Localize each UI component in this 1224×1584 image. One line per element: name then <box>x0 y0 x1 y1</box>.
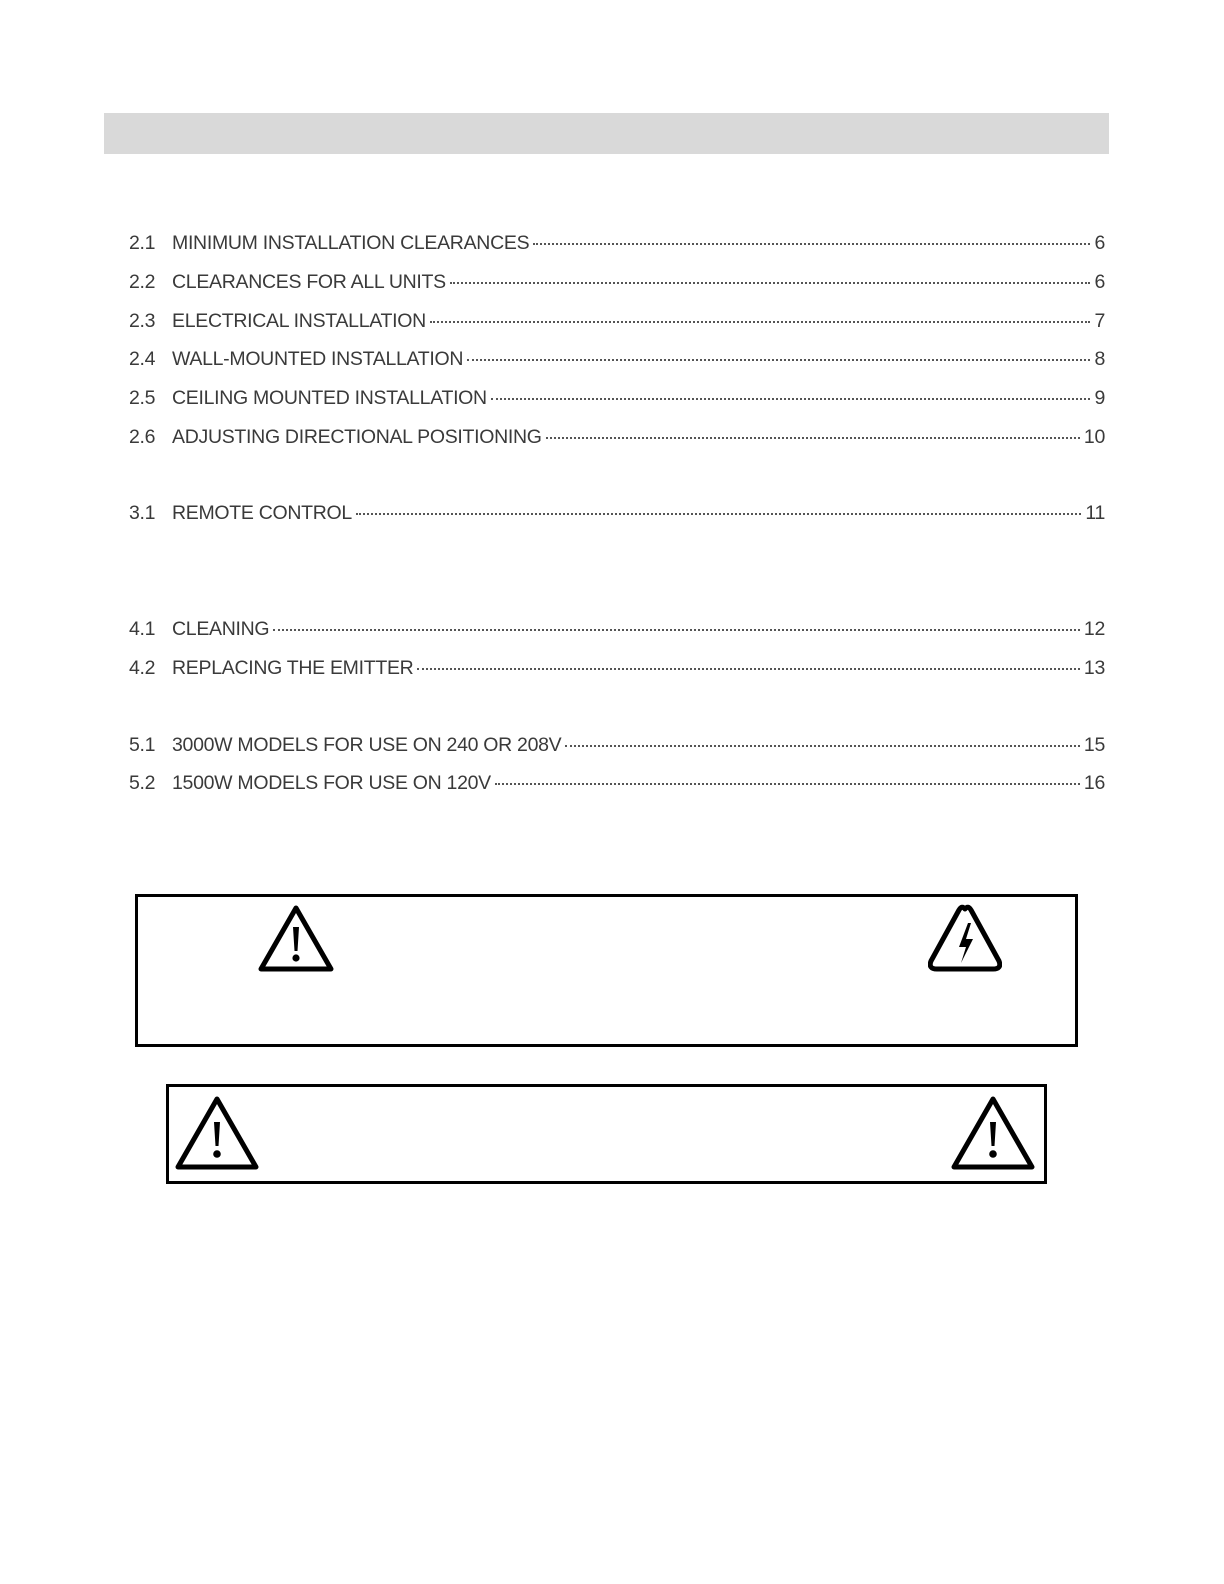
toc-leader-dots <box>356 509 1081 515</box>
toc-number: 2.1 <box>129 232 156 254</box>
toc-title: WALL-MOUNTED INSTALLATION <box>172 348 464 370</box>
warning-triangle-icon <box>257 903 335 973</box>
toc-entry[interactable] <box>129 502 1105 530</box>
toc-title: REPLACING THE EMITTER <box>172 657 414 679</box>
toc-page-number: 15 <box>1083 734 1105 756</box>
toc-number: 2.6 <box>129 426 156 448</box>
section-header-bar <box>104 113 1109 154</box>
toc-entry[interactable] <box>129 772 1105 800</box>
toc-leader-dots <box>533 239 1090 245</box>
toc-title: 3000W MODELS FOR USE ON 240 OR 208V <box>172 734 562 756</box>
toc-entry[interactable] <box>129 387 1105 415</box>
toc-title: MINIMUM INSTALLATION CLEARANCES <box>172 232 530 254</box>
warning-triangle-icon <box>174 1094 260 1172</box>
toc-leader-dots <box>467 355 1090 361</box>
toc-entry[interactable] <box>129 657 1105 685</box>
toc-leader-dots <box>417 664 1079 670</box>
toc-page-number: 7 <box>1094 310 1105 332</box>
toc-title: REMOTE CONTROL <box>172 502 352 524</box>
warning-triangle-icon <box>950 1094 1036 1172</box>
toc-number: 4.2 <box>129 657 156 679</box>
toc-leader-dots <box>430 317 1091 323</box>
toc-page-number: 9 <box>1094 387 1105 409</box>
toc-entry[interactable] <box>129 310 1105 338</box>
toc-entry[interactable] <box>129 232 1105 260</box>
toc-entry[interactable] <box>129 734 1105 762</box>
toc-page-number: 13 <box>1083 657 1105 679</box>
toc-page-number: 6 <box>1094 271 1105 293</box>
toc-entry[interactable] <box>129 426 1105 454</box>
toc-title: ADJUSTING DIRECTIONAL POSITIONING <box>172 426 542 448</box>
toc-title: CLEARANCES FOR ALL UNITS <box>172 271 446 293</box>
toc-page-number: 8 <box>1094 348 1105 370</box>
toc-number: 4.1 <box>129 618 156 640</box>
caution-box <box>166 1084 1047 1184</box>
toc-leader-dots <box>495 779 1080 785</box>
toc-number: 2.3 <box>129 310 156 332</box>
toc-page-number: 11 <box>1085 502 1105 524</box>
toc-number: 2.5 <box>129 387 156 409</box>
toc-entry[interactable] <box>129 348 1105 376</box>
toc-page-number: 12 <box>1083 618 1105 640</box>
toc-leader-dots <box>273 625 1080 631</box>
toc-title: 1500W MODELS FOR USE ON 120V <box>172 772 491 794</box>
warning-box <box>135 894 1078 1047</box>
toc-leader-dots <box>450 278 1091 284</box>
toc-leader-dots <box>491 394 1091 400</box>
toc-page-number: 6 <box>1094 232 1105 254</box>
toc-title: CEILING MOUNTED INSTALLATION <box>172 387 487 409</box>
toc-number: 5.1 <box>129 734 156 756</box>
toc-leader-dots <box>546 433 1080 439</box>
toc-title: CLEANING <box>172 618 270 640</box>
toc-number: 2.2 <box>129 271 156 293</box>
toc-number: 5.2 <box>129 772 156 794</box>
toc-leader-dots <box>565 741 1080 747</box>
toc-number: 2.4 <box>129 348 156 370</box>
high-voltage-triangle-icon <box>928 903 1002 973</box>
toc-number: 3.1 <box>129 502 156 524</box>
toc-page-number: 10 <box>1083 426 1105 448</box>
toc-page-number: 16 <box>1083 772 1105 794</box>
toc-entry[interactable] <box>129 271 1105 299</box>
toc-entry[interactable] <box>129 618 1105 646</box>
toc-title: ELECTRICAL INSTALLATION <box>172 310 426 332</box>
